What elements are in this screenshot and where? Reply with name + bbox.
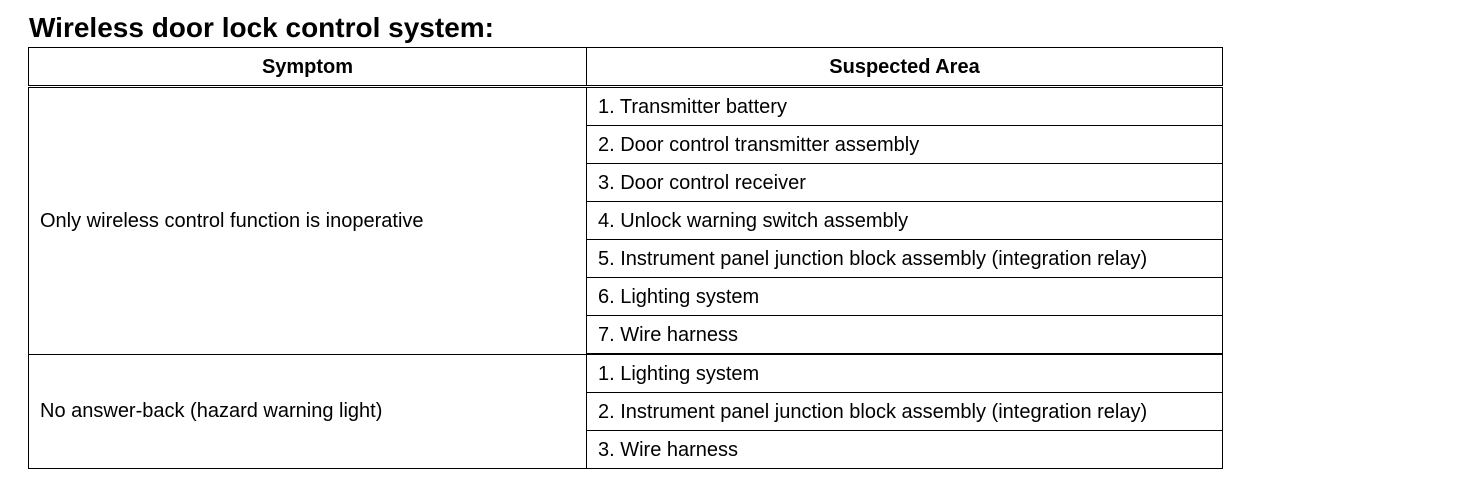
suspected-area-cell: 5. Instrument panel junction block assembly (integration relay) [587, 240, 1223, 278]
symptom-table [28, 47, 1223, 469]
table-row [29, 354, 1223, 393]
column-header-symptom: Symptom [29, 48, 587, 87]
suspected-area-cell: 6. Lighting system [587, 278, 1223, 316]
suspected-area-cell: 4. Unlock warning switch assembly [587, 202, 1223, 240]
suspected-area-cell: 2. Door control transmitter assembly [587, 126, 1223, 164]
suspected-area-cell: 1. Lighting system [587, 354, 1223, 393]
page-title: Wireless door lock control system: [29, 12, 494, 43]
column-header-suspected-area: Suspected Area [587, 48, 1223, 87]
symptom-cell: Only wireless control function is inoperative [29, 87, 587, 355]
table-body [29, 87, 1223, 469]
symptom-cell: No answer-back (hazard warning light) [29, 354, 587, 469]
suspected-area-cell: 2. Instrument panel junction block assembly (integration relay) [587, 393, 1223, 431]
suspected-area-cell: 3. Door control receiver [587, 164, 1223, 202]
suspected-area-cell: 1. Transmitter battery [587, 87, 1223, 126]
suspected-area-cell: 7. Wire harness [587, 316, 1223, 355]
suspected-area-cell: 3. Wire harness [587, 431, 1223, 469]
table-row [29, 87, 1223, 126]
table-header-row [29, 48, 1223, 87]
